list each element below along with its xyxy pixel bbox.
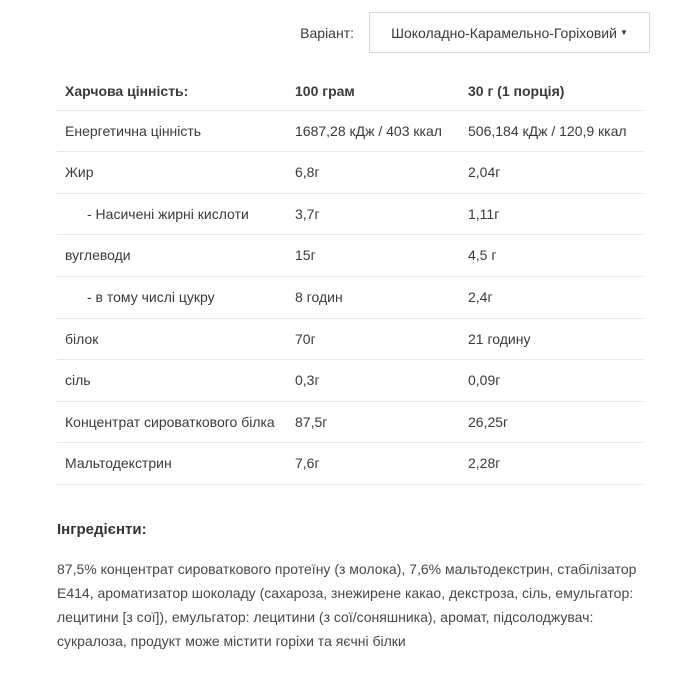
nutrition-row-fat [57, 152, 643, 194]
variant-dropdown[interactable] [369, 12, 650, 53]
value-per-serving: 1,11г [468, 193, 643, 235]
nutrition-row-energy [57, 110, 643, 152]
nutrition-table [57, 73, 643, 485]
nutrition-row-whey-concentrate [57, 401, 643, 443]
nutrition-row-carbs [57, 235, 643, 277]
value-per-100g: 7,6г [295, 443, 468, 485]
nutrient-name: сіль [57, 360, 295, 402]
value-per-serving: 2,4г [468, 276, 643, 318]
nutrition-row-protein [57, 318, 643, 360]
nutrition-row-sugars [57, 276, 643, 318]
nutrient-name: вуглеводи [57, 235, 295, 277]
nutrient-name: білок [57, 318, 295, 360]
variant-selector-row [0, 12, 650, 53]
nutrition-row-maltodextrin [57, 443, 643, 485]
value-per-serving: 21 годину [468, 318, 643, 360]
header-per-100g: 100 грам [295, 73, 468, 110]
nutrient-name: Мальтодекстрин [57, 443, 295, 485]
value-per-100g: 6,8г [295, 152, 468, 194]
ingredients-title: Інгредієнти: [57, 520, 147, 538]
value-per-serving: 4,5 г [468, 235, 643, 277]
nutrient-name: Енергетична цінність [57, 110, 295, 152]
nutrient-name: Концентрат сироваткового білка [57, 401, 295, 443]
value-per-100g: 3,7г [295, 193, 468, 235]
variant-selected-value: Шоколадно-Карамельно-Горіховий [391, 24, 617, 41]
ingredients-section [57, 521, 643, 653]
nutrient-name: - в тому числі цукру [57, 276, 295, 318]
value-per-serving: 2,28г [468, 443, 643, 485]
chevron-down-icon: ▼ [619, 28, 628, 37]
nutrient-name: Жир [57, 152, 295, 194]
value-per-100g: 8 годин [295, 276, 468, 318]
nutrition-row-saturated-fat [57, 193, 643, 235]
nutrition-header-row [57, 73, 643, 110]
value-per-100g: 1687,28 кДж / 403 ккал [295, 110, 468, 152]
value-per-100g: 15г [295, 235, 468, 277]
value-per-100g: 70г [295, 318, 468, 360]
value-per-serving: 26,25г [468, 401, 643, 443]
variant-label: Варіант: [300, 24, 354, 41]
header-per-serving: 30 г (1 порція) [468, 73, 643, 110]
value-per-serving: 506,184 кДж / 120,9 ккал [468, 110, 643, 152]
nutrition-row-salt [57, 360, 643, 402]
value-per-serving: 0,09г [468, 360, 643, 402]
value-per-100g: 87,5г [295, 401, 468, 443]
value-per-100g: 0,3г [295, 360, 468, 402]
value-per-serving: 2,04г [468, 152, 643, 194]
nutrient-name: - Насичені жирні кислоти [57, 193, 295, 235]
header-nutrition-facts: Харчова цінність: [57, 73, 295, 110]
ingredients-text: 87,5% концентрат сироваткового протеїну (з молока), 7,6% мальтодекстрин, стабілізатор Е414, ароматизатор шоколаду (сахароза, знежирене какао, декстроза, сіль, емульгатор: лецитини [з сої]), емульгатор: лецитини (з сої/соняшника), аромат, підсолоджувач: сукралоза, продукт може містити горіхи та яєчні білки [57, 560, 637, 649]
